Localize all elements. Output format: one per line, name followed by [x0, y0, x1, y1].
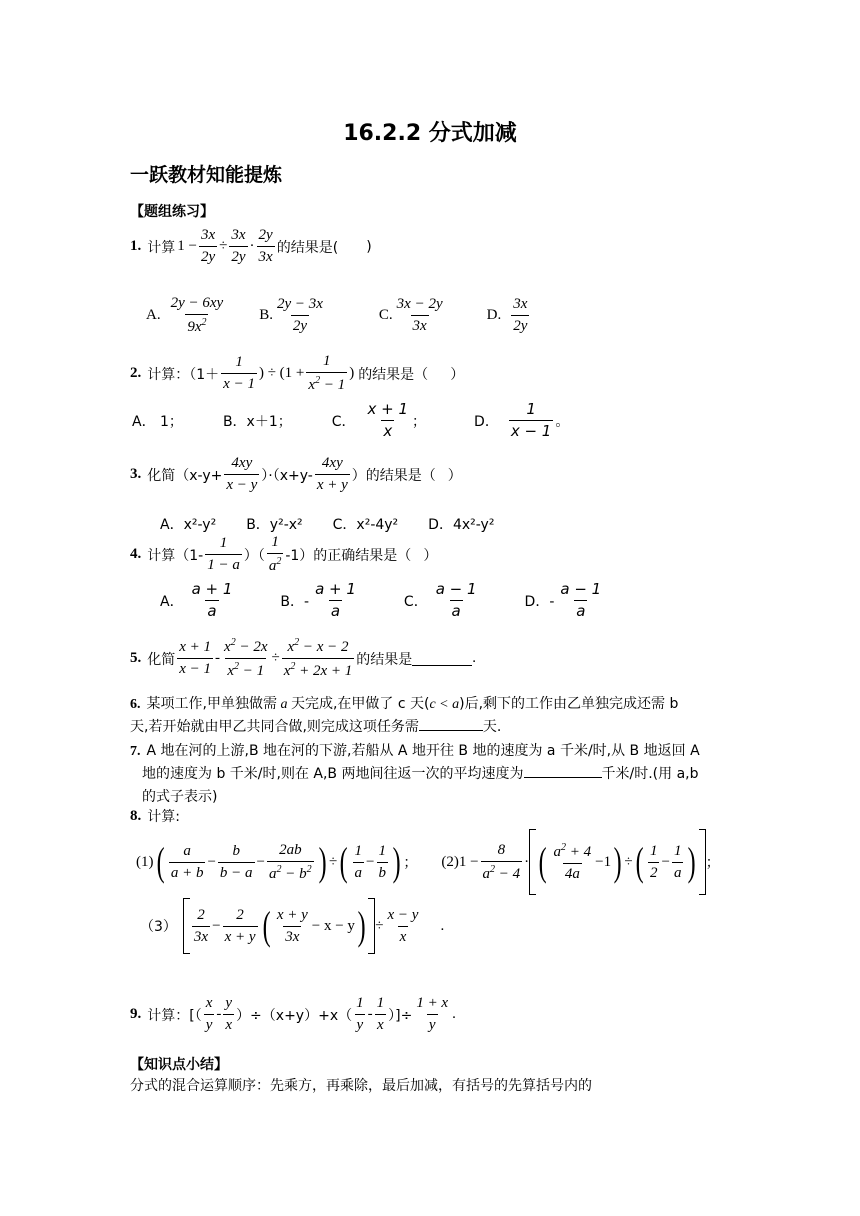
page-title: 16.2.2 分式加减 [343, 121, 517, 146]
group-heading: 【题组练习】 [130, 204, 214, 220]
summary-heading: 【知识点小结】 [130, 1057, 228, 1073]
question-5: 5. 化简 $\frac{x + 1}{x - 1}$ - $\frac{x^2 - 2x}{x^2 - 1}$ ÷ $\frac{x^2 - x - 2}{x^2 + 2x + 1}$ 的结果是 . [130, 637, 477, 679]
option-a: A． 1； [132, 413, 183, 430]
question-text: 计算 [147, 239, 176, 256]
option-d: D. $\frac{3x}{2y}$ [486, 296, 528, 334]
question-7: 7. A 地在河的上游,B 地在河的下游,若船从 A 地开往 B 地的速度为 a 千米/时,从 B 地返回 A 地的速度为 b 千米/时,则在 A,B 两地间往返一次的平均速度为 千米/时.(用 a,b 的式子表示) [130, 743, 700, 805]
option-d: D．4x²-y² [428, 517, 495, 533]
option-a: A． $\frac{a + 1}{a}$ [160, 580, 233, 620]
question-3-options [160, 514, 494, 534]
section-heading: 一跃教材知能提炼 [130, 164, 283, 186]
question-3: 3. 化简（x-y+ $\frac{4xy}{x - y}$ ）·（x+y- $\frac{4xy}{x + y}$ ）的结果是（ ） [130, 455, 462, 493]
summary-text: 分式的混合运算顺序：先乘方，再乘除，最后加减，有括号的先算括号内的 [130, 1078, 592, 1094]
question-2-options [132, 402, 569, 439]
option-d: D．- $\frac{a - 1}{a}$ [524, 580, 602, 620]
answer-blank[interactable] [419, 716, 483, 731]
fraction: $\frac{3x}{2y}$ [200, 227, 216, 265]
option-c: C． $\frac{a - 1}{a}$ [403, 580, 477, 620]
question-2: 2. 计算：（1＋ $\frac{1}{x - 1}$ ) ÷ (1 + $\frac{1}{x^2 - 1}$ ) 的结果是（ ） [130, 353, 465, 393]
option-a: A．x²-y² [160, 517, 217, 533]
question-number: 1. [130, 238, 142, 254]
question-1-options [146, 296, 531, 335]
question-8-part-1: (1) ( $\frac{a}{a + b}$ − $\frac{b}{b - a}$ − $\frac{2ab}{a^2 - b^2}$ ) ÷ ( $\frac{1}{a}$ − $\frac{1}{b}$ ) ； (2) 1 − $\frac{8}{a^2 - 4}$ · ( $\frac{a^2 + 4}{4a}$ −1 ) ÷ ( $\frac{1}{2}$ − $\frac{1}{a}$ ) ； [136, 829, 720, 895]
question-8-part-3: （3） $\frac{2}{3x}$ − $\frac{2}{x + y}$ ( $\frac{x + y}{3x}$ − x − y ) ÷ $\frac{x - y}{x}$ . [140, 898, 444, 954]
question-4-options [160, 582, 605, 619]
question-1: 1. 计算 1 − $\frac{3x}{2y}$ ÷ $\frac{3x}{2y}$ · $\frac{2y}{3x}$ 的结果是( ) [130, 227, 372, 265]
option-b: B．y²-x² [246, 517, 303, 533]
option-c: C． $\frac{x + 1}{x}$ ； [331, 400, 427, 440]
answer-blank[interactable] [412, 651, 472, 666]
question-8: 8. 计算: [130, 807, 180, 825]
question-6: 6. 某项工作,甲单独做需 a 天完成,在甲做了 c 天(c < a)后,剩下的工作由乙单独完成还需 b 天,若开始就由甲乙共同合做,则完成这项任务需 天. [130, 696, 679, 735]
option-b: B．- $\frac{a + 1}{a}$ [280, 580, 356, 620]
option-d: D． $\frac{1}{x - 1}$ 。 [474, 400, 570, 440]
question-4: 4. 计算（1- $\frac{1}{1 - a}$ ）（ $\frac{1}{a^2}$ -1）的正确结果是（ ） [130, 534, 438, 574]
answer-blank[interactable] [524, 763, 602, 778]
option-a: A. $\frac{2y - 6xy}{9x^2}$ [146, 295, 224, 335]
fraction: $\frac{2y}{3x}$ [258, 227, 273, 265]
option-c: C. $\frac{3x - 2y}{3x}$ [378, 296, 443, 334]
fraction: $\frac{3x}{2y}$ [231, 227, 246, 265]
question-9: 9. 计算：[（ $\frac{x}{y}$ - $\frac{y}{x}$ ）÷（x+y）+x（ $\frac{1}{y}$ - $\frac{1}{x}$ ）]÷ $\frac{1 + x}{y}$ . [130, 995, 456, 1033]
option-b: B. $\frac{2y - 3x}{2y}$ [259, 296, 323, 334]
option-b: B．x＋1； [222, 413, 292, 430]
option-c: C．x²-4y² [332, 517, 399, 533]
